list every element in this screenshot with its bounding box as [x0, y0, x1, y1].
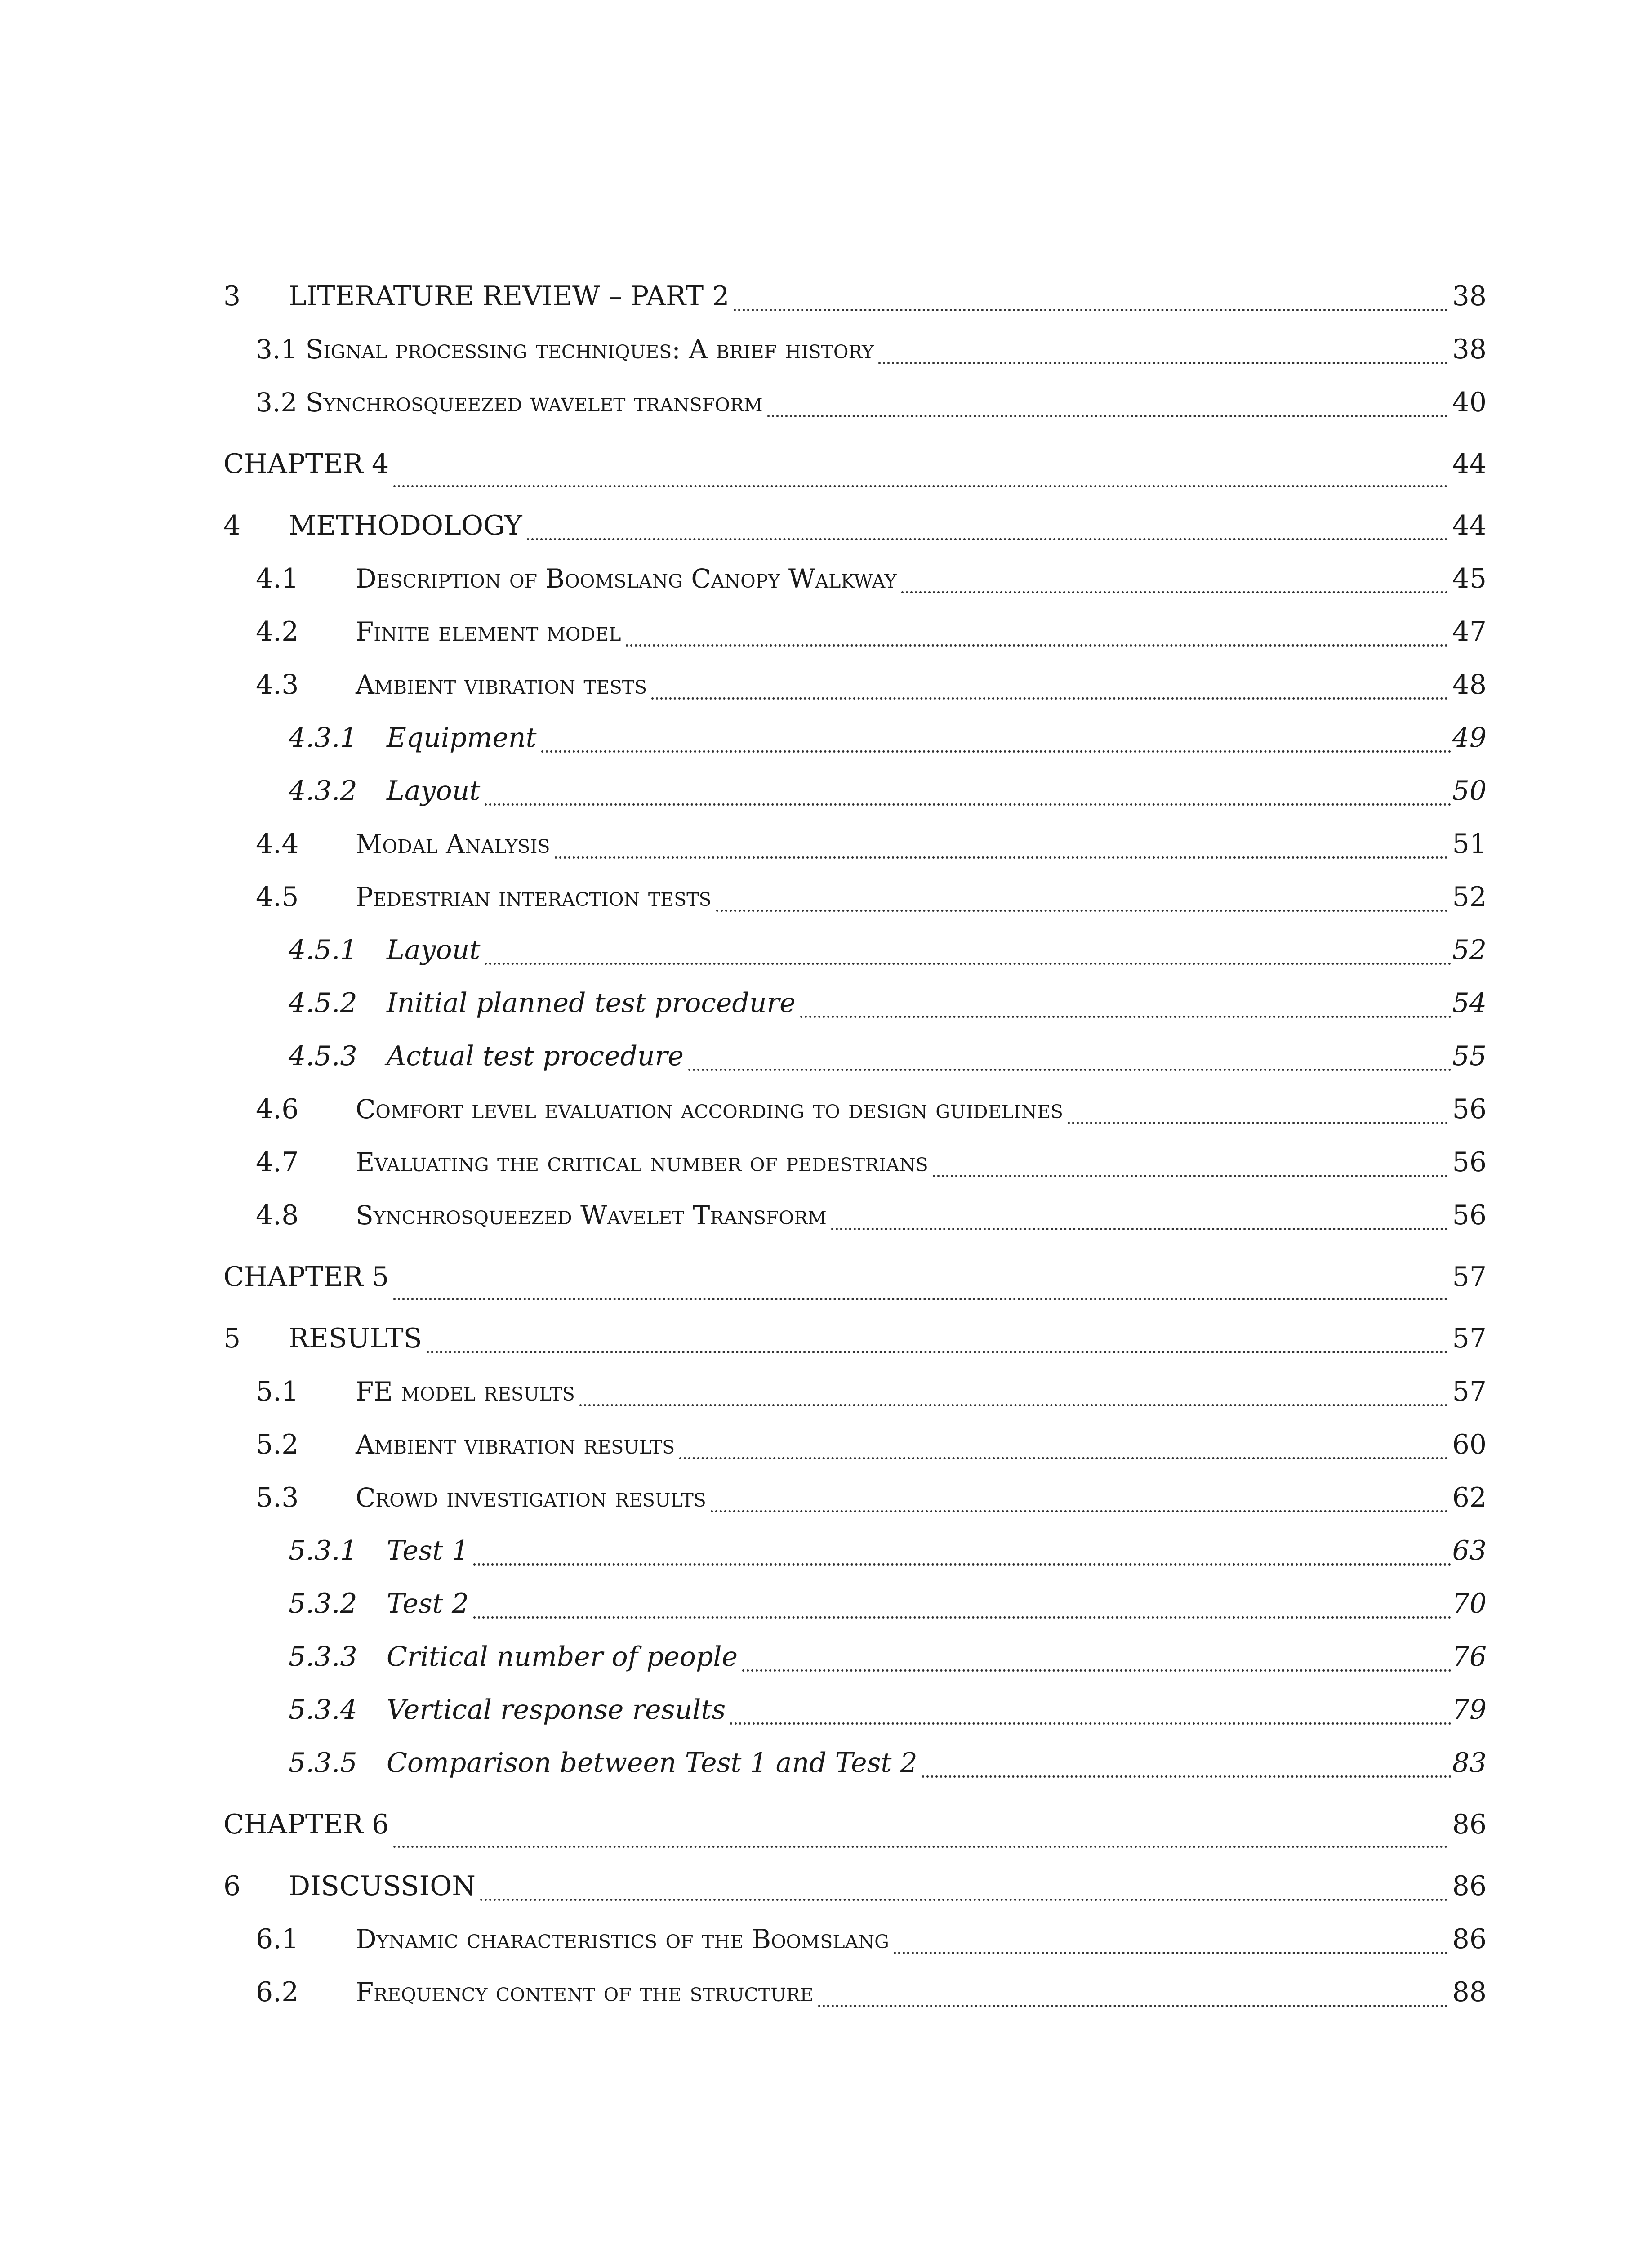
toc-entry-title: CHAPTER 4: [223, 448, 389, 480]
toc-subsection-entry[interactable]: [223, 1683, 1487, 1736]
dot-leader: [480, 1899, 1448, 1901]
toc-entry-number: 4.3: [256, 669, 299, 700]
toc-entry-number: 4.8: [256, 1200, 299, 1231]
toc-page-number: 56: [1452, 1146, 1487, 1178]
dot-leader: [555, 856, 1448, 859]
toc-page-number: 60: [1452, 1429, 1487, 1460]
dot-leader: [427, 1351, 1448, 1353]
table-of-contents: [223, 270, 1487, 2019]
toc-page-number: 40: [1452, 387, 1487, 418]
toc-section-entry[interactable]: [223, 1189, 1487, 1242]
toc-entry-number: 5.3.3: [289, 1641, 357, 1673]
toc-subsection-entry[interactable]: [223, 977, 1487, 1030]
toc-entry-title: Vertical response results: [387, 1694, 726, 1726]
dot-leader: [679, 1457, 1447, 1459]
toc-entry-number: 4.2: [256, 616, 299, 647]
dot-leader: [742, 1669, 1452, 1672]
toc-entry-title: Comfort level evaluation according to design guidelines: [356, 1094, 1063, 1124]
toc-entry-number: 5.3.5: [289, 1747, 357, 1779]
toc-entry-title: Test 2: [387, 1588, 469, 1619]
dot-leader: [485, 963, 1451, 965]
toc-section-entry[interactable]: [223, 605, 1487, 658]
toc-subsection-entry[interactable]: [223, 764, 1487, 817]
toc-section-entry[interactable]: [223, 1913, 1487, 1966]
toc-section-entry[interactable]: [223, 552, 1487, 605]
toc-entry-title: Initial planned test procedure: [387, 987, 796, 1019]
toc-entry-title: Synchrosqueezed Wavelet Transform: [356, 1200, 827, 1231]
toc-entry-number: 4.7: [256, 1146, 299, 1178]
toc-chapter-entry[interactable]: [223, 429, 1487, 499]
toc-page-number: 86: [1452, 1809, 1487, 1840]
toc-entry-number: 4.1: [256, 563, 299, 594]
toc-heading-entry[interactable]: [223, 1312, 1487, 1365]
toc-section-entry[interactable]: [223, 1136, 1487, 1189]
toc-entry-number: 4.5.3: [289, 1040, 357, 1072]
dot-leader: [527, 538, 1448, 540]
toc-chapter-entry[interactable]: [223, 1242, 1487, 1312]
toc-section-entry[interactable]: [223, 1966, 1487, 2019]
toc-entry-title: Modal Analysis: [356, 829, 550, 859]
dot-leader: [688, 1069, 1452, 1071]
toc-page-number: 44: [1452, 448, 1487, 480]
dot-leader: [626, 644, 1448, 647]
toc-section-entry[interactable]: [223, 1471, 1487, 1524]
toc-page-number: 63: [1452, 1535, 1487, 1566]
dot-leader: [734, 309, 1447, 311]
toc-entry-title: CHAPTER 5: [223, 1261, 389, 1293]
toc-entry-title: Description of Boomslang Canopy Walkway: [356, 563, 897, 594]
toc-entry-number: 4.3.1: [289, 722, 357, 754]
dot-leader: [541, 750, 1452, 753]
toc-page-number: 52: [1452, 934, 1487, 966]
toc-entry-number: 4: [223, 510, 241, 541]
toc-entry-title: Finite element model: [356, 616, 621, 647]
toc-entry-title: LITERATURE REVIEW – PART 2: [289, 281, 730, 312]
dot-leader: [711, 1510, 1448, 1512]
toc-page-number: 57: [1452, 1261, 1487, 1293]
toc-page-number: 70: [1452, 1588, 1487, 1619]
toc-page-number: 86: [1452, 1870, 1487, 1902]
toc-page-number: 79: [1452, 1694, 1487, 1726]
toc-entry-title: 3.1 Signal processing techniques: A brief history: [256, 334, 874, 365]
toc-page-number: 38: [1452, 281, 1487, 312]
toc-entry-title: Evaluating the critical number of pedestrians: [356, 1147, 928, 1178]
dot-leader: [393, 1298, 1447, 1300]
toc-entry-title: Layout: [387, 934, 481, 966]
toc-section-entry[interactable]: [223, 1365, 1487, 1418]
toc-page-number: 83: [1452, 1747, 1487, 1779]
dot-leader: [901, 591, 1448, 593]
toc-section-entry[interactable]: [223, 658, 1487, 711]
toc-entry-title: Equipment: [387, 722, 537, 754]
toc-page-number: 48: [1452, 669, 1487, 700]
toc-entry-number: 5.2: [256, 1429, 299, 1460]
toc-entry-number: 4.5.2: [289, 987, 357, 1019]
toc-entry-title: METHODOLOGY: [289, 510, 522, 541]
toc-entry-number: 5.3.4: [289, 1694, 357, 1726]
toc-page-number: 44: [1452, 510, 1487, 541]
toc-entry-number: 5.3.1: [289, 1535, 357, 1566]
toc-entry-title: 3.2 Synchrosqueezed wavelet transform: [256, 387, 763, 418]
dot-leader: [393, 1846, 1447, 1848]
toc-entry-number: 6: [223, 1870, 241, 1902]
toc-entry-title: Comparison between Test 1 and Test 2: [387, 1747, 917, 1779]
toc-entry-number: 4.6: [256, 1093, 299, 1125]
toc-subsection-entry[interactable]: [223, 1630, 1487, 1683]
toc-entry-number: 5.1: [256, 1376, 299, 1407]
toc-entry-title: Frequency content of the structure: [356, 1977, 814, 2007]
toc-page-number: 62: [1452, 1482, 1487, 1513]
toc-entry-number: 3: [223, 281, 241, 312]
toc-entry-number: 6.1: [256, 1923, 299, 1955]
toc-subsection-entry[interactable]: [223, 923, 1487, 977]
toc-entry-number: 4.3.2: [289, 775, 357, 807]
toc-subsection-entry[interactable]: [223, 1577, 1487, 1630]
toc-entry-title: Layout: [387, 775, 481, 807]
dot-leader: [933, 1175, 1448, 1177]
toc-entry-number: 5.3: [256, 1482, 299, 1513]
toc-entry-title: FE model results: [356, 1376, 575, 1407]
toc-entry-title: Dynamic characteristics of the Boomslang: [356, 1924, 889, 1954]
dot-leader: [767, 415, 1448, 417]
dot-leader: [473, 1616, 1452, 1619]
toc-page-number: 88: [1452, 1976, 1487, 2008]
toc-section-entry[interactable]: [223, 1083, 1487, 1136]
toc-section-entry[interactable]: [223, 817, 1487, 870]
toc-entry-number: 4.5.1: [289, 934, 357, 966]
toc-subsection-entry[interactable]: [223, 1524, 1487, 1577]
toc-entry-title: Ambient vibration results: [356, 1429, 675, 1460]
toc-entry-number: 4.4: [256, 828, 299, 860]
toc-entry-title: Critical number of people: [387, 1641, 738, 1673]
toc-page-number: 54: [1452, 987, 1487, 1019]
toc-page-number: 76: [1452, 1641, 1487, 1673]
toc-entry-number: 5.3.2: [289, 1588, 357, 1619]
toc-entry-title: Ambient vibration tests: [356, 669, 647, 700]
toc-entry-title: RESULTS: [289, 1323, 422, 1354]
dot-leader: [651, 697, 1447, 700]
toc-heading-entry[interactable]: [223, 499, 1487, 552]
toc-section-entry[interactable]: [223, 323, 1487, 376]
dot-leader: [485, 803, 1451, 806]
toc-entry-title: DISCUSSION: [289, 1870, 476, 1902]
toc-section-entry[interactable]: [223, 376, 1487, 429]
toc-entry-title: CHAPTER 6: [223, 1809, 389, 1840]
toc-entry-number: 5: [223, 1323, 241, 1354]
toc-subsection-entry[interactable]: [223, 1030, 1487, 1083]
toc-entry-number: 6.2: [256, 1976, 299, 2008]
toc-section-entry[interactable]: [223, 870, 1487, 923]
toc-page-number: 56: [1452, 1200, 1487, 1231]
dot-leader: [579, 1404, 1448, 1406]
dot-leader: [473, 1563, 1452, 1566]
toc-entry-number: 4.5: [256, 881, 299, 913]
toc-page-number: 45: [1452, 563, 1487, 594]
dot-leader: [831, 1228, 1448, 1230]
dot-leader: [716, 910, 1448, 912]
toc-page-number: 57: [1452, 1323, 1487, 1354]
toc-entry-title: Test 1: [387, 1535, 469, 1566]
dot-leader: [818, 2005, 1448, 2007]
dot-leader: [800, 1016, 1452, 1018]
toc-page-number: 38: [1452, 334, 1487, 365]
toc-page-number: 47: [1452, 616, 1487, 647]
dot-leader: [393, 485, 1447, 487]
toc-heading-entry[interactable]: [223, 270, 1487, 323]
toc-entry-title: Crowd investigation results: [356, 1482, 706, 1513]
toc-entry-title: Pedestrian interaction tests: [356, 882, 712, 912]
dot-leader: [730, 1722, 1451, 1725]
dot-leader: [894, 1952, 1448, 1954]
toc-heading-entry[interactable]: [223, 1860, 1487, 1913]
dot-leader: [878, 362, 1447, 364]
toc-chapter-entry[interactable]: [223, 1789, 1487, 1860]
toc-page-number: 55: [1452, 1040, 1487, 1072]
toc-page-number: 56: [1452, 1093, 1487, 1125]
toc-section-entry[interactable]: [223, 1418, 1487, 1471]
toc-page-number: 86: [1452, 1923, 1487, 1955]
toc-subsection-entry[interactable]: [223, 711, 1487, 764]
toc-page-number: 57: [1452, 1376, 1487, 1407]
toc-page-number: 50: [1452, 775, 1487, 807]
dot-leader: [1068, 1122, 1448, 1124]
toc-entry-title: Actual test procedure: [387, 1040, 684, 1072]
toc-page-number: 49: [1452, 722, 1487, 754]
dot-leader: [922, 1775, 1452, 1778]
toc-page-number: 52: [1452, 881, 1487, 913]
toc-page-number: 51: [1452, 828, 1487, 860]
toc-subsection-entry[interactable]: [223, 1736, 1487, 1789]
